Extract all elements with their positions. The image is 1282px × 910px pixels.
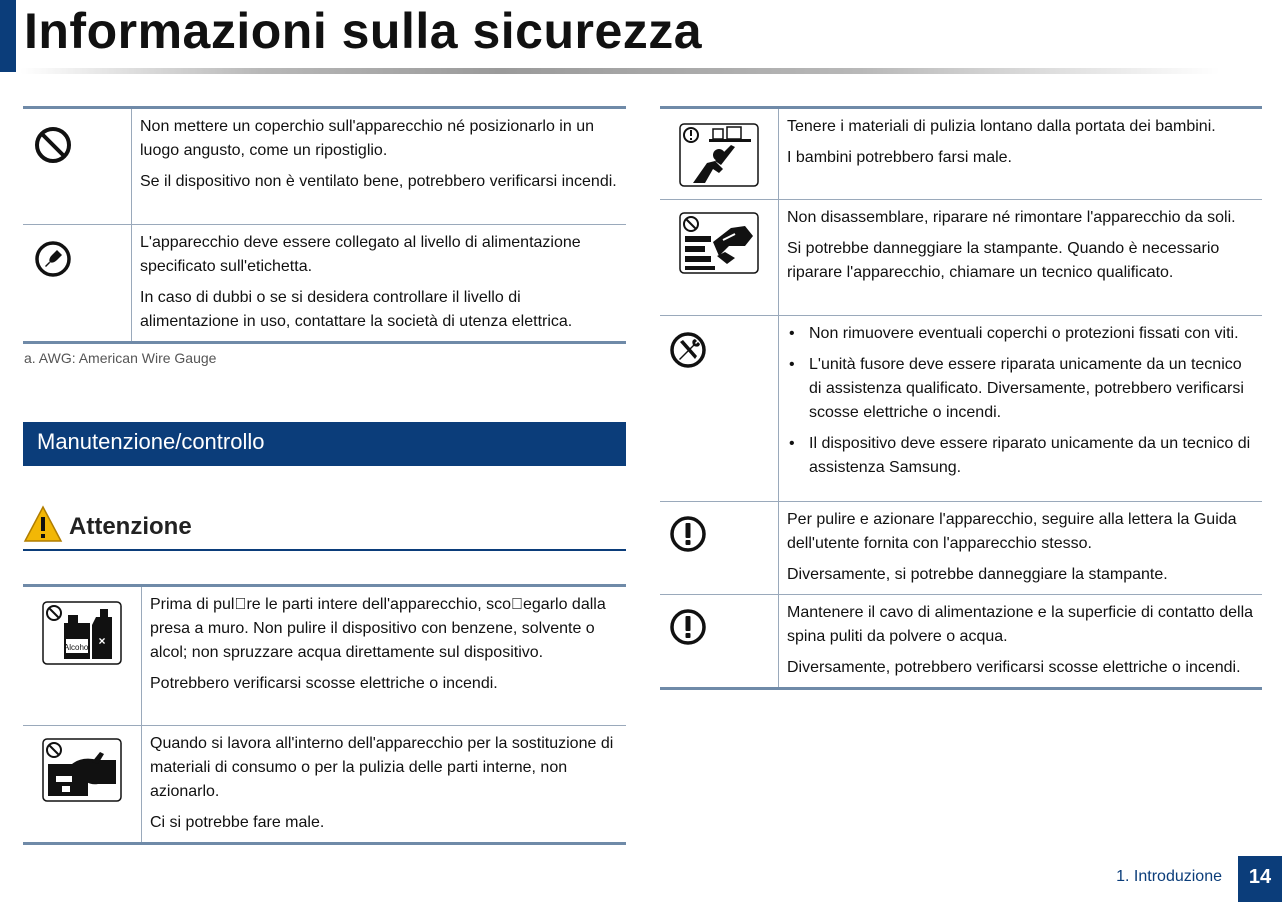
table-row [660, 108, 1262, 200]
table-row [23, 108, 626, 225]
list-item: • Il dispositivo deve essere riparato unicamente da un tecnico di assistenza Samsung. [787, 432, 1254, 480]
paragraph: Prima di pul re le parti intere dell'apparecchio, sco egarlo dalla presa a muro. Non pulire il dispositivo con benzene, solvente o alcol; non spruzzare acqua direttamente sul dispositivo. [150, 596, 606, 661]
paragraph: Quando si lavora all'interno dell'apparecchio per la sostituzione di materiali di consumo o per la pulizia delle parti interne, non azionarlo. [150, 735, 614, 800]
paragraph: Tenere i materiali di pulizia lontano dalla portata dei bambini. [787, 118, 1216, 135]
no-alcohol-cleaning-icon [42, 601, 122, 665]
table-row [23, 586, 626, 726]
paragraph: Si potrebbe danneggiare la stampante. Quando è necessario riparare l'apparecchio, chiamare un tecnico qualificato. [787, 240, 1220, 281]
text-cell [132, 225, 627, 343]
mandatory-exclamation-icon [668, 607, 708, 647]
text-cell [779, 316, 1263, 502]
icon-cell [23, 726, 142, 844]
paragraph: L'apparecchio deve essere collegato al livello di alimentazione specificato sull'etichetta. [140, 234, 581, 275]
paragraph: Se il dispositivo non è ventilato bene, potrebbero verificarsi incendi. [140, 173, 617, 190]
list-item: • L'unità fusore deve essere riparata unicamente da un tecnico di assistenza qualificato. Diversamente, potrebbero verificarsi scosse elettriche o incendi. [787, 353, 1254, 425]
icon-cell [23, 225, 132, 343]
paragraph: Diversamente, potrebbero verificarsi scosse elettriche o incendi. [787, 659, 1241, 676]
svg-text:×: × [98, 634, 106, 648]
text-cell [779, 200, 1263, 316]
caution-heading [23, 505, 626, 551]
text-cell [779, 502, 1263, 595]
title-underline [20, 68, 1220, 74]
paragraph: Non mettere un coperchio sull'apparecchio né posizionarlo in un luogo angusto, come un ripostiglio. [140, 118, 594, 159]
table-row [23, 726, 626, 844]
paragraph: Potrebbero verificarsi scosse elettriche o incendi. [150, 675, 498, 692]
paragraph: Ci si potrebbe fare male. [150, 814, 325, 831]
text-cell [779, 108, 1263, 200]
text-cell [132, 108, 627, 225]
paragraph: I bambini potrebbero farsi male. [787, 149, 1012, 166]
caution-label: Attenzione [69, 513, 192, 540]
page-title: Informazioni sulla sicurezza [24, 3, 703, 59]
mandatory-exclamation-icon [668, 514, 708, 554]
power-plug-icon [33, 239, 73, 279]
no-operation-inside-icon [42, 738, 122, 802]
icon-cell [23, 108, 132, 225]
icon-cell [660, 316, 779, 502]
paragraph: In caso di dubbi o se si desidera controllare il livello di alimentazione in uso, contattare la società di utenza elettrica. [140, 289, 573, 330]
no-disassemble-icon [679, 212, 759, 274]
table-row [660, 502, 1262, 595]
bullet-list [787, 322, 1254, 480]
alcohol-label: Alcohol [63, 643, 91, 652]
paragraph: Non disassemblare, riparare né rimontare l'apparecchio da soli. [787, 209, 1236, 226]
text-cell [779, 595, 1263, 689]
icon-cell [660, 502, 779, 595]
table-row [23, 225, 626, 343]
warning-triangle-icon [23, 505, 63, 543]
icon-cell [660, 200, 779, 316]
no-tools-icon [668, 330, 708, 370]
paragraph: Diversamente, si potrebbe danneggiare la stampante. [787, 566, 1168, 583]
table-row [660, 595, 1262, 689]
footnote: a. AWG: American Wire Gauge [24, 350, 217, 366]
section-header: Manutenzione/controllo [23, 422, 626, 466]
page-number: 14 [1238, 856, 1282, 902]
icon-cell [23, 586, 142, 726]
right-safety-table [660, 106, 1262, 690]
paragraph: Mantenere il cavo di alimentazione e la superficie di contatto della spina puliti da polvere o acqua. [787, 604, 1254, 645]
text-cell [142, 726, 627, 844]
title-accent-bar [0, 0, 16, 72]
list-item: • Non rimuovere eventuali coperchi o protezioni fissati con viti. [787, 322, 1254, 346]
table-row [660, 316, 1262, 502]
keep-from-children-icon [679, 123, 759, 187]
left-top-safety-table [23, 106, 626, 344]
icon-cell [660, 108, 779, 200]
footer-section-title: 1. Introduzione [1116, 868, 1222, 885]
text-cell [142, 586, 627, 726]
table-row [660, 200, 1262, 316]
icon-cell [660, 595, 779, 689]
paragraph: Per pulire e azionare l'apparecchio, seguire alla lettera la Guida dell'utente fornita con l'apparecchio stesso. [787, 511, 1237, 552]
left-bottom-safety-table [23, 584, 626, 845]
prohibition-icon [33, 125, 73, 165]
